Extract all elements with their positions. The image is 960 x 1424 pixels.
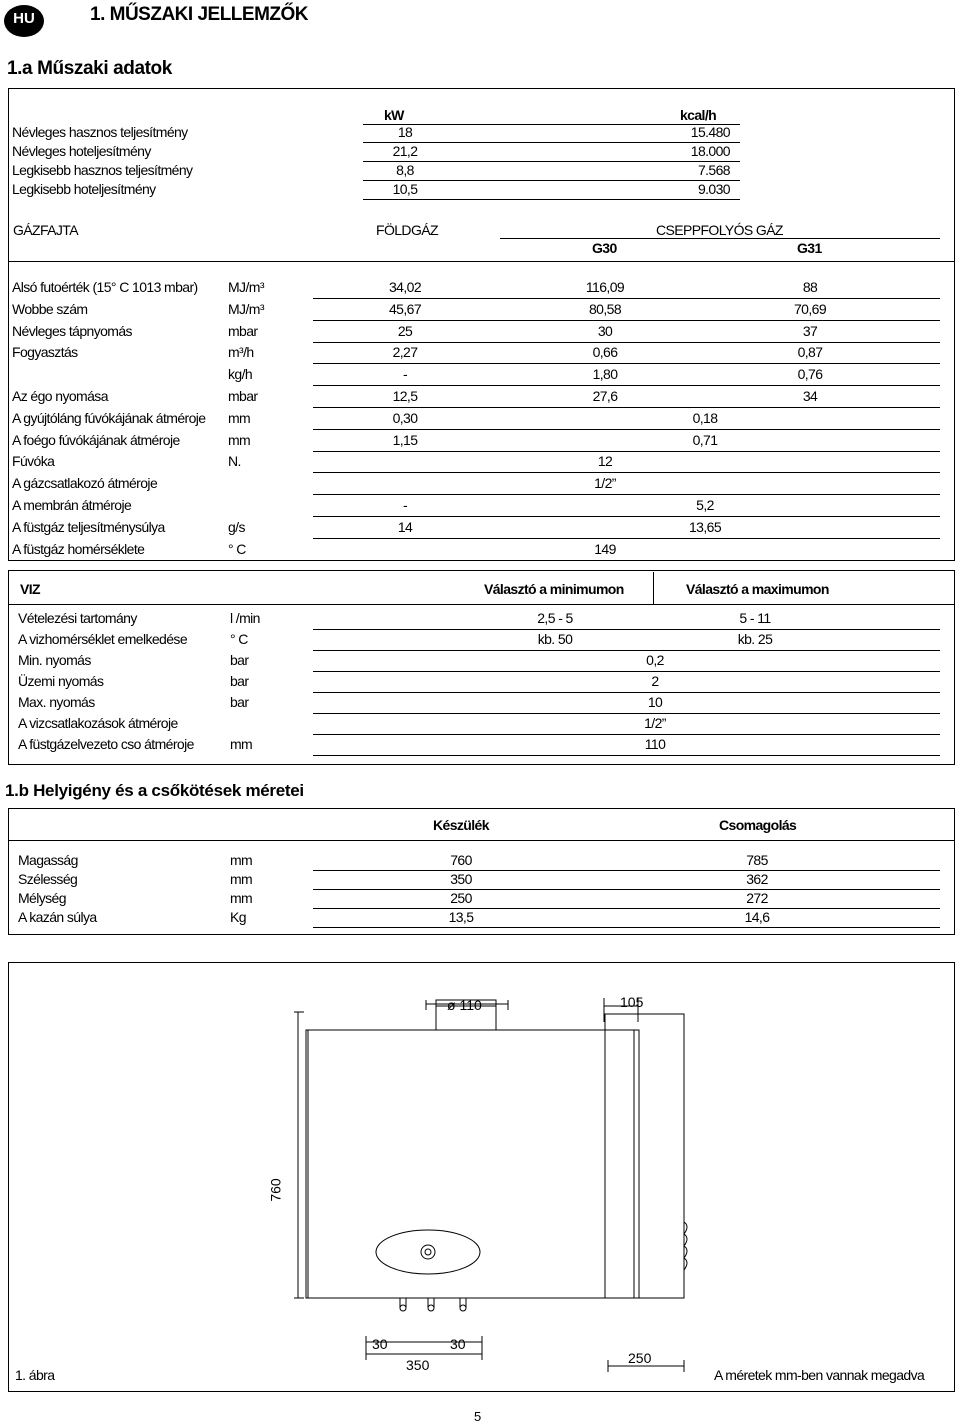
gas-row-g30: 30 — [597, 322, 613, 339]
gas-row-natural: - — [402, 497, 408, 513]
water-row-both: 10 — [647, 694, 663, 710]
gas-row-natural: 2,27 — [392, 344, 418, 361]
water-row-label: Vételezési tartomány — [18, 610, 137, 626]
gas-row-lpg: 13,65 — [688, 518, 722, 535]
dim-row-label: Magasság — [18, 852, 78, 868]
gas-row-g31: 88 — [802, 279, 818, 295]
water-row-label: Min. nyomás — [18, 652, 91, 668]
dim-760-label: 760 — [267, 1178, 284, 1202]
water-row-unit: mm — [230, 736, 253, 752]
heater-drawing — [8, 962, 955, 1392]
water-row-label: A vizcsatlakozások átméroje — [18, 715, 178, 731]
dim-row-unit: mm — [230, 852, 253, 868]
perf-row-label: Névleges hasznos teljesítmény — [12, 124, 188, 140]
perf-col-kcal: kcal/h — [680, 107, 717, 123]
perf-row-kcal: 9.030 — [697, 181, 730, 197]
water-row-both: 1/2” — [644, 715, 666, 731]
gas-row-unit: MJ/m³ — [228, 279, 264, 295]
perf-row-label: Legkisebb hasznos teljesítmény — [12, 162, 193, 178]
gas-row-g31: 34 — [802, 388, 818, 404]
water-row-unit: bar — [230, 673, 249, 689]
gas-row-lpg: 0,71 — [692, 431, 718, 448]
perf-row-kw: 10,5 — [392, 181, 418, 197]
gas-row-natural: 0,30 — [392, 409, 418, 426]
water-row-label: Üzemi nyomás — [18, 673, 104, 689]
gas-row-natural: - — [402, 366, 408, 383]
water-row-label: A füstgázelvezeto cso átméroje — [18, 736, 194, 752]
gas-row-g30: 0,66 — [592, 344, 618, 361]
water-row-min: kb. 50 — [537, 631, 573, 647]
gas-row-g30: 27,6 — [592, 388, 618, 404]
gas-row-label: Wobbe szám — [12, 300, 88, 317]
gas-row-unit: ° C — [228, 540, 246, 557]
water-col-min: Választó a minimumon — [484, 581, 624, 597]
water-row-label: Max. nyomás — [18, 694, 95, 710]
gas-row-label: Fogyasztás — [12, 344, 78, 361]
gas-row-all: 149 — [594, 540, 616, 557]
gas-row-label: A füstgáz homérséklete — [12, 540, 145, 557]
dim-row-device: 350 — [450, 871, 472, 887]
dim-row-device: 13,5 — [448, 909, 474, 925]
gas-row-lpg: 5,2 — [696, 497, 714, 513]
dim-row-pack: 362 — [746, 871, 768, 887]
dim-30a-label: 30 — [372, 1336, 388, 1352]
water-row-max: kb. 25 — [737, 631, 773, 647]
dim-flue-label: ø 110 — [447, 997, 482, 1013]
gas-row-g30: 116,09 — [585, 279, 625, 295]
gas-row-unit: m³/h — [228, 344, 254, 361]
dim-250-label: 250 — [628, 1350, 652, 1366]
gas-row-lpg: 0,18 — [692, 409, 718, 426]
dim-col-device: Készülék — [433, 817, 489, 833]
dim-row-unit: Kg — [230, 909, 246, 925]
gas-row-unit: kg/h — [228, 366, 253, 383]
perf-row-kw: 18 — [397, 124, 413, 140]
gas-row-unit: mm — [228, 409, 251, 426]
dim-row-label: Szélesség — [18, 871, 78, 887]
section-b-heading: 1.b Helyigény és a csőkötések méretei — [5, 781, 304, 800]
heater-side-outline — [605, 1014, 684, 1298]
gas-row-label: Az égo nyomása — [12, 388, 108, 404]
gas-row-label: A füstgáz teljesítménysúlya — [12, 518, 165, 535]
gas-col-g30: G30 — [592, 240, 617, 256]
water-col-max: Választó a maximumon — [686, 581, 829, 597]
dim-row-device: 250 — [450, 890, 472, 906]
dim-row-pack: 785 — [746, 852, 768, 868]
heater-front-outline — [306, 1030, 639, 1298]
gas-row-g30: 1,80 — [592, 366, 618, 383]
gas-row-label: A gyújtóláng fúvókájának átméroje — [12, 409, 206, 426]
water-row-both: 2 — [651, 673, 659, 689]
water-row-unit: ° C — [230, 631, 248, 647]
gas-row-g30: 80,58 — [588, 300, 622, 317]
gas-row-all: 1/2” — [594, 475, 616, 492]
gas-row-label: Fúvóka — [12, 453, 55, 470]
water-row-unit: l /min — [230, 610, 260, 626]
gas-row-label: A gázcsatlakozó átméroje — [12, 475, 158, 492]
page-title: 1. MŰSZAKI JELLEMZŐK — [90, 4, 309, 25]
perf-row-kcal: 7.568 — [697, 162, 730, 178]
water-col-viz: VIZ — [20, 581, 40, 597]
dim-col-pack: Csomagolás — [719, 817, 797, 833]
gas-row-g31: 37 — [802, 322, 818, 339]
gas-row-g31: 0,76 — [797, 366, 823, 383]
gas-row-natural: 1,15 — [392, 431, 418, 448]
water-row-both: 0,2 — [646, 652, 664, 668]
gas-col-g31: G31 — [797, 240, 822, 256]
gas-row-unit: mbar — [228, 322, 258, 339]
gas-row-unit: g/s — [228, 518, 245, 535]
gas-row-unit: MJ/m³ — [228, 300, 264, 317]
gas-row-natural: 14 — [397, 518, 413, 535]
dim-row-label: A kazán súlya — [18, 909, 97, 925]
water-row-min: 2,5 - 5 — [537, 610, 573, 626]
water-row-unit: bar — [230, 652, 249, 668]
perf-row-label: Névleges hoteljesítmény — [12, 143, 151, 159]
gas-row-unit: N. — [228, 453, 241, 470]
dim-105-label: 105 — [620, 994, 644, 1010]
gas-col-lpg: CSEPPFOLYÓS GÁZ — [656, 222, 783, 238]
gas-row-all: 12 — [597, 453, 613, 470]
dim-row-unit: mm — [230, 890, 253, 906]
perf-row-kcal: 18.000 — [690, 143, 730, 159]
dim-row-pack: 272 — [746, 890, 768, 906]
gas-row-natural: 12,5 — [392, 388, 418, 404]
page-number: 5 — [474, 1409, 482, 1424]
language-badge — [4, 5, 44, 37]
figure-note: A méretek mm-ben vannak megadva — [714, 1367, 925, 1383]
water-row-both: 110 — [644, 736, 666, 752]
language-badge-label: HU — [13, 10, 35, 27]
gas-row-unit: mm — [228, 431, 251, 448]
gas-row-label: Névleges tápnyomás — [12, 322, 132, 339]
perf-col-kw: kW — [384, 107, 404, 123]
water-row-label: A vizhomérséklet emelkedése — [18, 631, 187, 647]
gas-col-natural: FÖLDGÁZ — [376, 222, 438, 238]
dim-row-pack: 14,6 — [744, 909, 770, 925]
gas-row-label: A foégo fúvókájának átméroje — [12, 431, 180, 448]
section-a-heading: 1.a Műszaki adatok — [7, 58, 172, 79]
gas-row-label: A membrán átméroje — [12, 497, 132, 513]
dim-row-unit: mm — [230, 871, 253, 887]
water-row-max: 5 - 11 — [739, 610, 771, 626]
gas-col-type: GÁZFAJTA — [13, 222, 78, 238]
gas-row-natural: 25 — [397, 322, 413, 339]
gas-row-natural: 34,02 — [388, 279, 422, 295]
gas-row-g31: 0,87 — [797, 344, 823, 361]
perf-row-kw: 8,8 — [396, 162, 414, 178]
dim-350-label: 350 — [406, 1357, 430, 1373]
gas-row-g31: 70,69 — [793, 300, 827, 317]
figure-caption: 1. ábra — [15, 1367, 55, 1383]
water-row-unit: bar — [230, 694, 249, 710]
gas-row-unit: mbar — [228, 388, 258, 404]
dim-row-label: Mélység — [18, 890, 66, 906]
dim-30b-label: 30 — [450, 1336, 466, 1352]
dim-row-device: 760 — [450, 852, 472, 868]
gas-row-label: Alsó futoérték (15° C 1013 mbar) — [12, 279, 198, 295]
perf-row-kw: 21,2 — [392, 143, 418, 159]
gas-row-natural: 45,67 — [388, 300, 422, 317]
perf-row-label: Legkisebb hoteljesítmény — [12, 181, 156, 197]
perf-row-kcal: 15.480 — [690, 124, 730, 140]
